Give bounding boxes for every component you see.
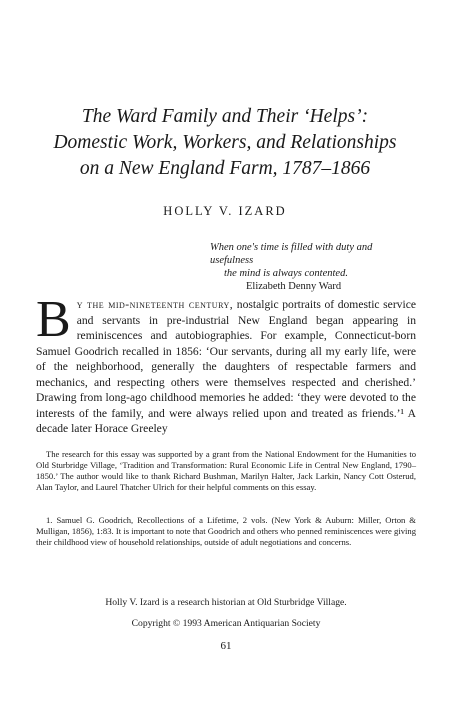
author-bio: Holly V. Izard is a research historian at Old Sturbridge Village.: [105, 597, 347, 608]
epigraph-line-2: the mind is always contented.: [224, 268, 348, 279]
body-paragraph: [36, 291, 416, 437]
title-line-3: on a New England Farm, 1787–1866: [79, 158, 371, 179]
title-line-1: The Ward Family and Their ‘Helps’:: [81, 106, 369, 127]
footnote-1: 1. Samuel G. Goodrich, Recollections of a Lifetime, 2 vols. (New York & Auburn: Miller, Orton & Mulligan, 1856), 1:83. It is important to note that Goodrich and others who penned reminiscences were giving their childhood view of household relationships, outside of adult negotiations and concerns.: [36, 515, 416, 547]
author-name: HOLLY V. IZARD: [163, 204, 287, 218]
epigraph: [210, 241, 410, 293]
lead-in-smallcaps: y the mid-nineteenth century,: [76, 298, 234, 311]
body-text: nostalgic portraits of domestic service and servants in pre-industrial New England began appearing in reminiscences and autobiographies. For example, Connecticut-born Samuel Goodrich recalled in 1856: ‘Our servants, during all my early life, were of the neighborhood, generally the daughters of respectable farmers and mechanics, and respecting others were themselves respected and cherished.’ Drawing from long-ago childhood memories he added: ‘they were devoted to the interests of the family, and were always relied upon and treated as friends.’¹ A decade later Horace Greeley: [36, 298, 416, 435]
page-number: 61: [220, 640, 232, 652]
drop-cap: B: [36, 291, 71, 348]
article-title: [0, 104, 450, 182]
copyright-line: Copyright © 1993 American Antiquarian Society: [131, 618, 321, 629]
acknowledgment-note: The research for this essay was supported by a grant from the National Endowment for the Humanities to Old Sturbridge Village, ‘Tradition and Transformation: Rural Economic Life in Central New England, 1790–1850.’ The author would like to thank Richard Bushman, Marilyn Halter, Jack Larkin, Nancy Cott Osterud, Alan Taylor, and Laurel Thatcher Ulrich for their helpful comments on this essay.: [36, 449, 416, 492]
epigraph-attribution: Elizabeth Denny Ward: [246, 281, 342, 292]
title-line-2: Domestic Work, Workers, and Relationships: [53, 132, 397, 153]
epigraph-line-1: When one's time is filled with duty and usefulness: [210, 242, 373, 266]
